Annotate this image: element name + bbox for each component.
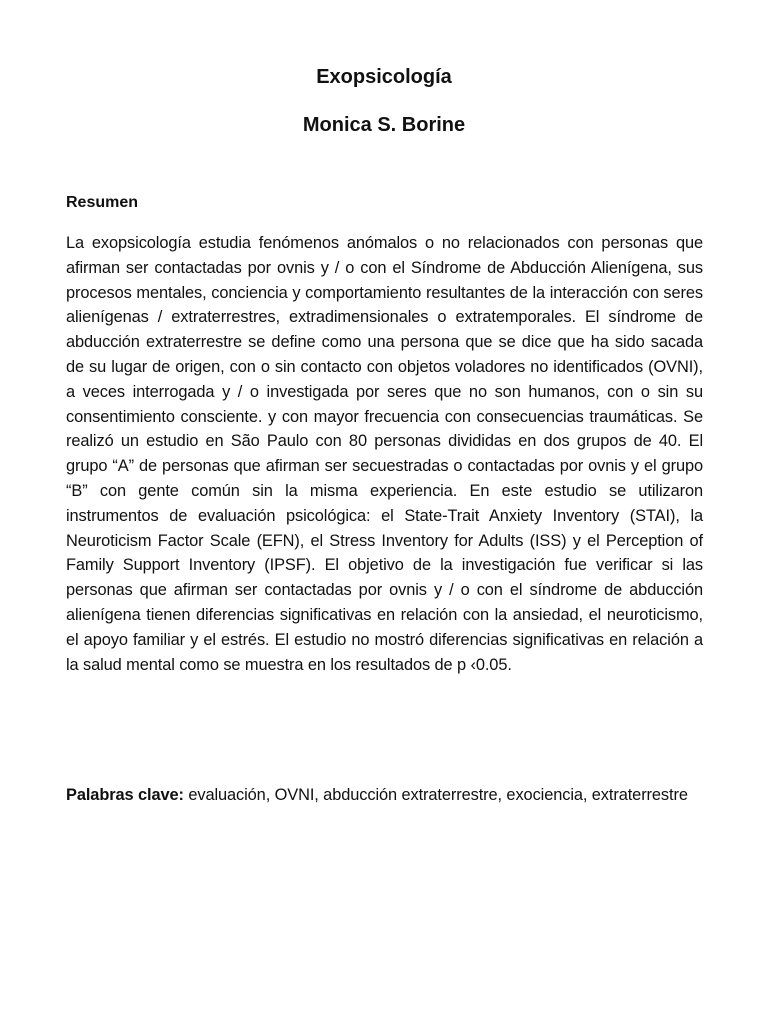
author-name: Monica S. Borine [302,114,466,136]
page-title: Exopsicología [316,66,452,88]
keywords-paragraph [66,783,703,808]
abstract-heading: Resumen [66,194,139,211]
abstract-text: La exopsicología estudia fenómenos anómalos o no relacionados con personas que afirman ser contactadas por ovnis y / o con el Síndrome de Abducción Alienígena, sus procesos mentales, conciencia y comportamiento resultantes de la interacción con seres alienígenas / extraterrestres, extradimensionales o extratemporales. El síndrome de abducción extraterrestre se define como una persona que se dice que ha sido sacada de su lugar de origen, con o sin contacto con objetos voladores no identificados (OVNI), a veces interrogada y / o investigada por seres que no son humanos, con o sin su consentimiento consciente. y con mayor frecuencia con consecuencias traumáticas. Se realizó un estudio en São Paulo con 80 personas divididas en dos grupos de 40. El grupo “A” de personas que afirman ser secuestradas o contactadas por ovnis y el grupo “B” con gente común sin la misma experiencia. En este estudio se utilizaron instrumentos de evaluación psicológica: el State-Trait Anxiety Inventory (STAI), la Neuroticism Factor Scale (EFN), el Stress Inventory for Adults (ISS) y el Perception of Family Support Inventory (IPSF). El objetivo de la investigación fue verificar si las personas que afirman ser contactadas por ovnis y / o con el síndrome de abducción alienígena tienen diferencias significativas en relación con la ansiedad, el neuroticismo, el apoyo familiar y el estrés. El estudio no mostró diferencias significativas en relación a la salud mental como se muestra en los resultados de p ‹0.05. [66,234,703,674]
keywords-text: evaluación, OVNI, abducción extraterrestre, exociencia, extraterrestre [183,786,688,804]
keywords-label: Palabras clave: [66,786,184,804]
